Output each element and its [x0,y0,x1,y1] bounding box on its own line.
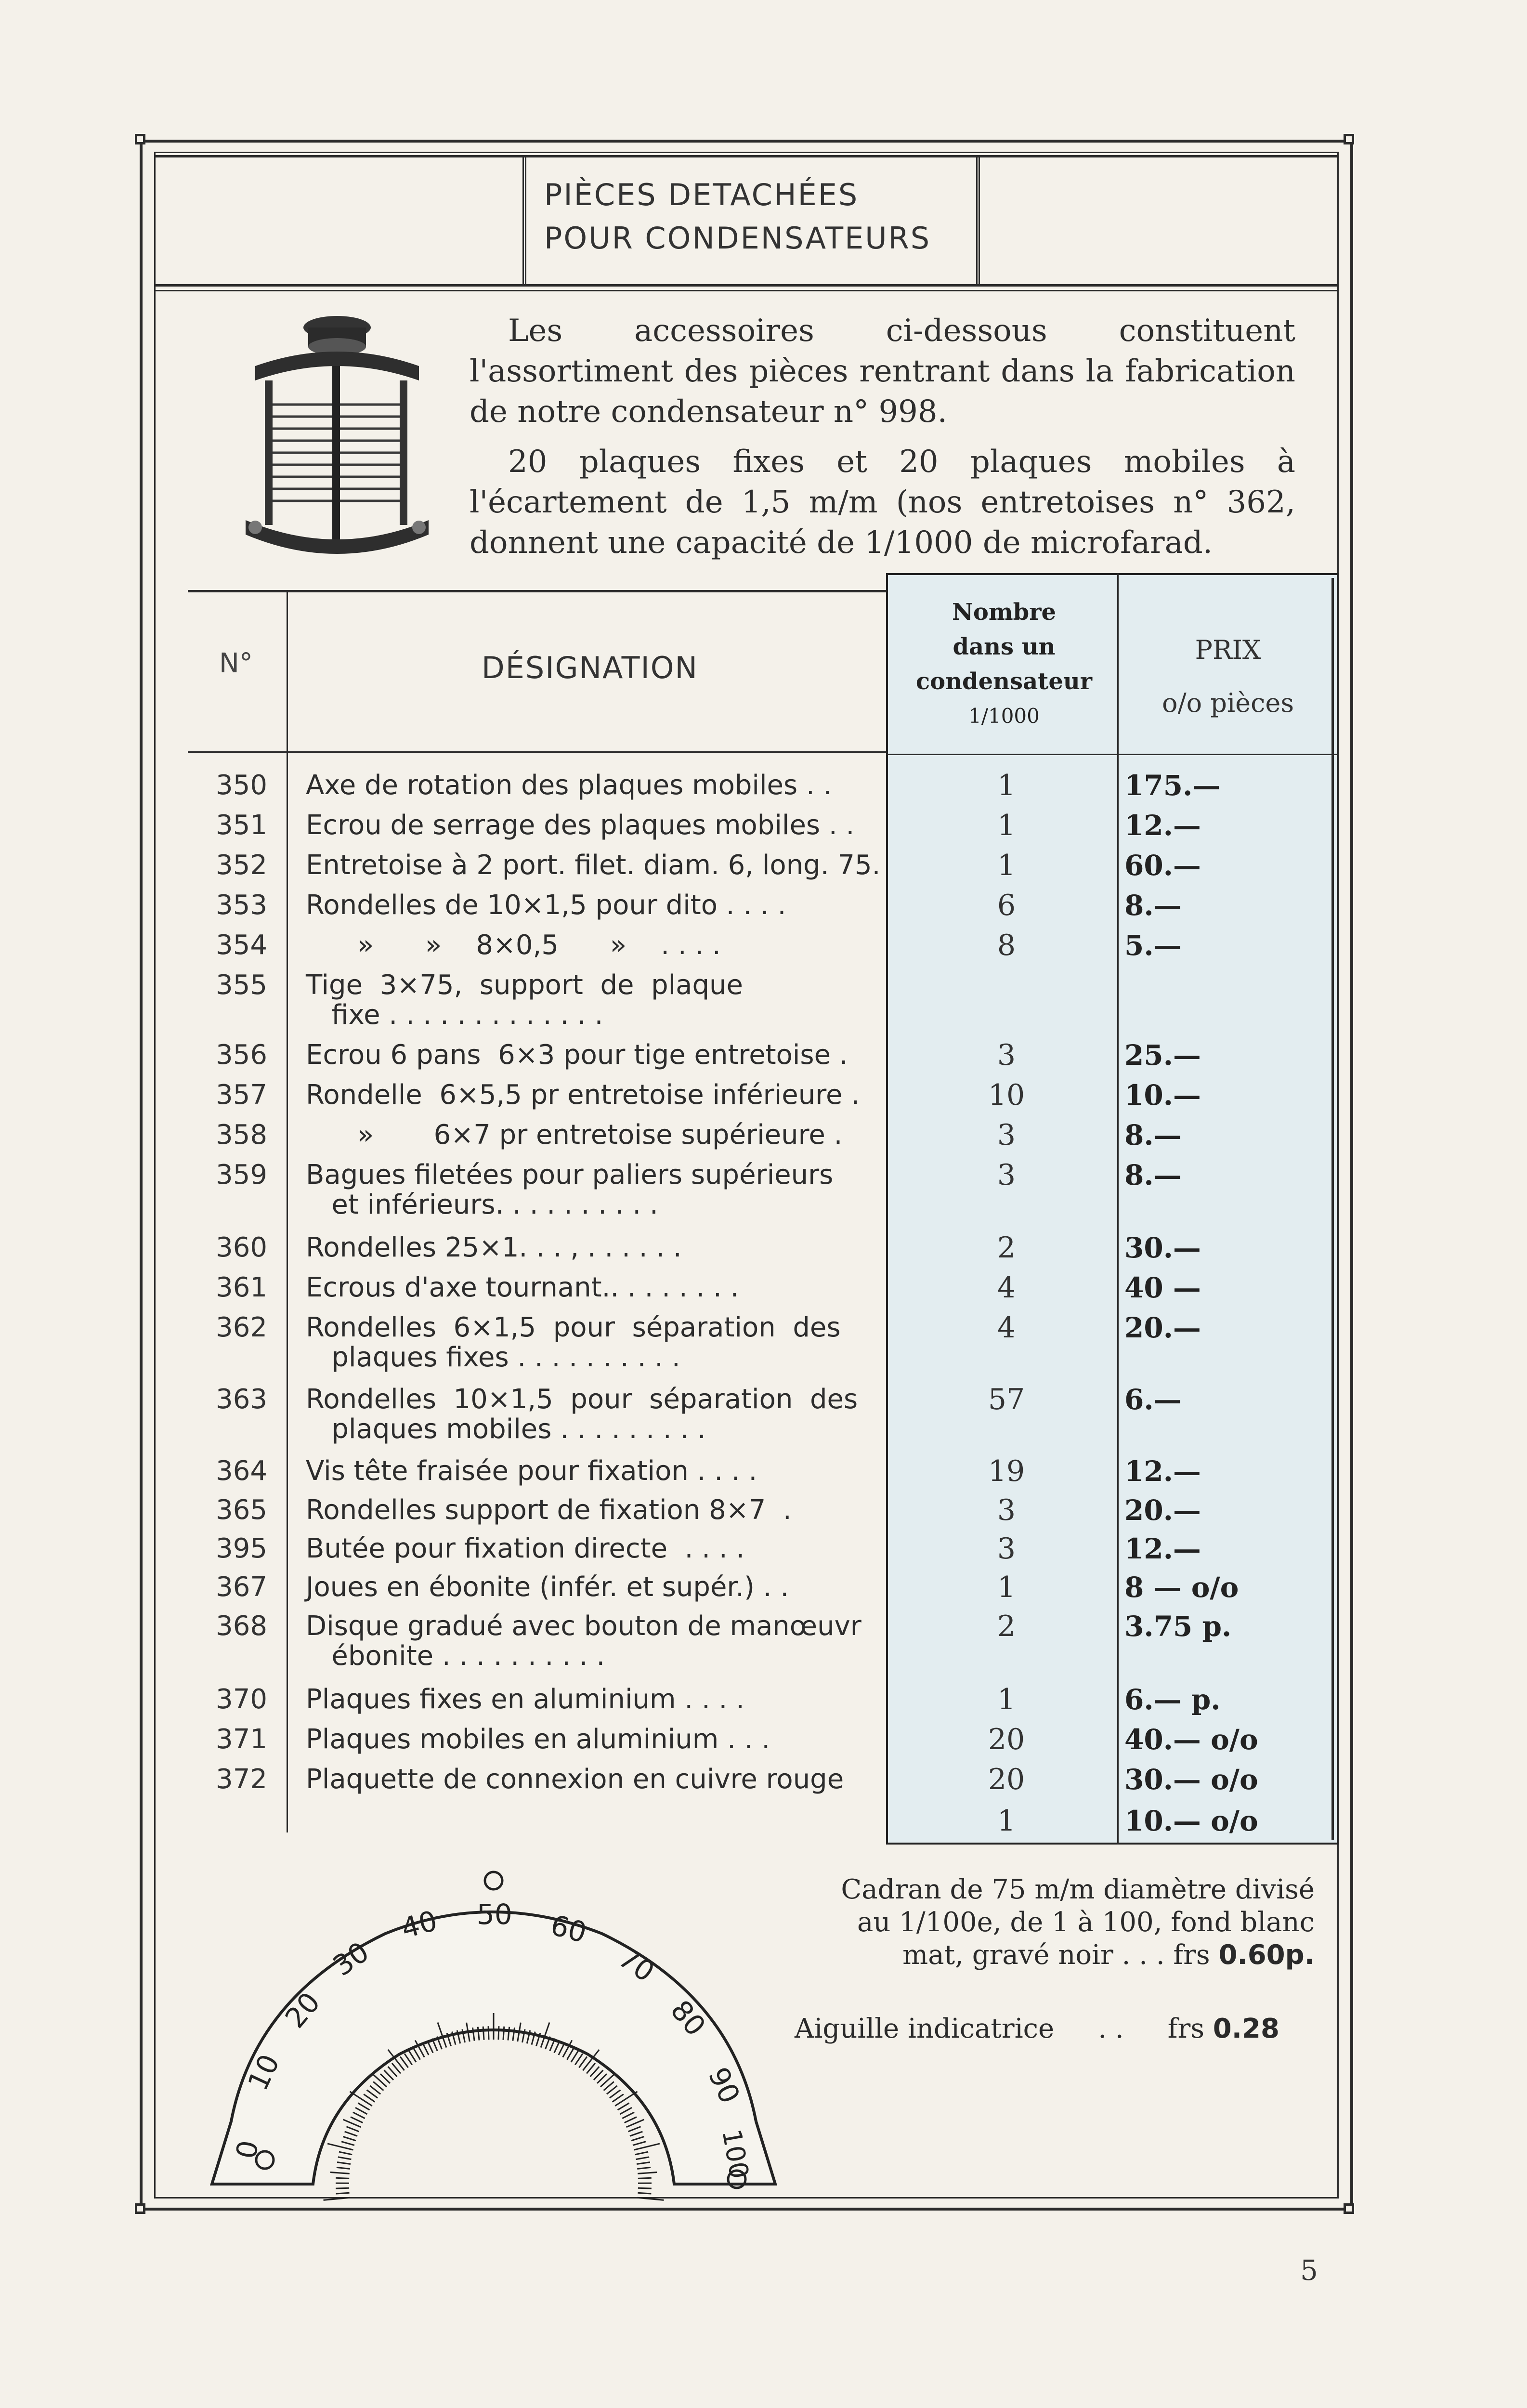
dial-label-50: 50 [477,1898,512,1931]
row-quantity: 10 [988,1078,1025,1112]
row-price: 8 — o/o [1124,1571,1239,1604]
graduated-dial [193,1852,795,2213]
dial-tick [373,2074,387,2087]
row-quantity: 1 [997,849,1016,882]
row-quantity: 6 [997,889,1016,922]
dial-tick [618,2103,629,2110]
row-quantity: 3 [997,1038,1016,1072]
row-price: 12.— [1124,1455,1201,1488]
column-header-price: PRIX o/o pièces [1162,635,1294,718]
row-quantity: 3 [997,1493,1016,1527]
dial-label-10: 10 [241,2049,286,2095]
row-designation: Plaques mobiles en aluminium . . . [306,1724,770,1755]
dial-tick [358,2103,369,2110]
dial-tick [355,2107,367,2114]
title-line-2: POUR CONDENSATEURS [544,221,931,256]
dial-tick [413,2048,420,2059]
row-number: 362 [216,1312,267,1343]
dial-tick [345,2132,357,2136]
row-number: 395 [216,1533,267,1564]
dial-tick [346,2127,359,2132]
dial-tick [554,2041,560,2053]
row-designation: Vis tête fraisée pour fixation . . . . [306,1455,757,1487]
row-quantity: 1 [997,1683,1016,1716]
row-designation: » 6×7 pr entretoise supérieure . [306,1119,843,1151]
row-price: 10.— [1124,1079,1201,1112]
dial-tick [600,2074,615,2087]
dial-tick [337,2167,350,2169]
row-price: 10.— o/o [1124,1805,1258,1837]
column-header-quantity: Nombre dans un condensateur 1/1000 [915,599,1093,728]
row-quantity: 20 [988,1723,1025,1756]
row-number: 361 [216,1272,267,1303]
row-quantity: 3 [997,1118,1016,1152]
row-number: 350 [216,770,267,801]
dial-label-60: 60 [547,1908,590,1950]
corner-ornament [1344,134,1354,144]
dial-tick [338,2157,352,2159]
title-line-1: PIÈCES DETACHÉES [544,177,859,212]
row-price: 20.— [1124,1311,1201,1344]
column-rule-no [287,590,288,1832]
row-designation: Butée pour fixation directe . . . . [306,1533,745,1564]
dial-description-line-2: au 1/100e, de 1 à 100, fond blanc [857,1907,1315,1938]
row-price: 8.— [1124,1159,1182,1191]
dial-tick [635,2152,648,2155]
row-number: 357 [216,1079,267,1111]
row-price: 30.— [1124,1231,1201,1264]
dial-label-90: 90 [702,2062,747,2108]
dial-tick [350,2092,372,2106]
dial-tick [488,2026,489,2040]
page-title [544,173,931,260]
row-designation: Ecrou de serrage des plaques mobiles . . [306,810,855,841]
table-header-rule [188,751,891,753]
row-price: 3.75 p. [1124,1610,1232,1643]
condenser-illustration [236,308,438,568]
row-number: 354 [216,929,267,961]
needle-price: 0.28 [1213,2013,1279,2044]
row-designation: Tige 3×75, support de plaque fixe . . . . . . . . . . . . . [306,969,743,1031]
row-number: 360 [216,1232,267,1263]
row-designation: Rondelles 6×1,5 pour séparation des plaques fixes . . . . . . . . . . [306,1312,841,1373]
row-number: 363 [216,1384,267,1415]
dial-description-line-1: Cadran de 75 m/m diamètre divisé [841,1874,1315,1905]
dial-description [795,1873,1315,1972]
dial-tick [351,2117,363,2123]
row-designation: Entretoise à 2 port. filet. diam. 6, long. 75. [306,850,881,881]
page-number: 5 [1300,2254,1318,2287]
row-quantity: 8 [997,929,1016,962]
dial-tick [625,2117,637,2123]
row-designation: Joues en ébonite (infér. et supér.) . . [306,1571,789,1603]
dial-outline [212,1912,775,2184]
dial-tick [638,2172,657,2173]
panel-right-rule [1331,578,1334,1840]
dial-price: 0.60p. [1218,1939,1315,1971]
dial-description-line-3: mat, gravé noir . . . frs [902,1939,1210,1971]
row-number: 372 [216,1764,267,1795]
corner-ornament [135,134,145,144]
intro-paragraph-2: 20 plaques fixes et 20 plaques mobiles à l'écartement de 1,5 m/m (nos entretoises n° 362, donnent une capacité de 1/1000 de microfarad. [470,444,1295,561]
dial-tick [620,2107,632,2114]
row-quantity: 1 [997,809,1016,842]
row-quantity: 2 [997,1610,1016,1643]
row-quantity: 20 [988,1763,1025,1796]
dial-tick [633,2142,646,2146]
dial-tick [637,2167,651,2169]
row-designation: Plaquette de connexion en cuivre rouge [306,1764,844,1795]
row-number: 365 [216,1494,267,1526]
row-number: 368 [216,1610,267,1642]
row-price: 40 — [1124,1271,1201,1304]
row-number: 353 [216,890,267,921]
corner-ornament [1344,2203,1354,2214]
row-number: 367 [216,1571,267,1603]
dial-tick [483,2027,484,2040]
row-price: 60.— [1124,849,1201,882]
row-quantity: 2 [997,1231,1016,1265]
dial-tick [336,2193,350,2194]
row-number: 370 [216,1684,267,1715]
row-price: 5.— [1124,929,1182,962]
row-quantity: 1 [997,769,1016,802]
dial-tick [638,2198,664,2200]
dial-tick [423,2043,429,2055]
dial-tick [503,2027,504,2040]
row-designation: Plaques fixes en aluminium . . . . [306,1684,744,1715]
row-designation: Disque gradué avec bouton de manœuvr ébonite . . . . . . . . . . [306,1610,861,1672]
needle-frs: frs [1167,2013,1204,2044]
dial-tick [427,2041,433,2053]
row-price: 8.— [1124,1119,1182,1152]
row-quantity: 3 [997,1158,1016,1192]
row-number: 371 [216,1724,267,1755]
row-price: 20.— [1124,1494,1201,1527]
row-number: 359 [216,1159,267,1191]
row-designation: Axe de rotation des plaques mobiles . . [306,770,832,801]
dial-tick [330,2172,350,2173]
title-bottom-rule-2 [154,290,1339,291]
row-designation: » » 8×0,5 » . . . . [306,929,721,961]
intro-text [470,311,1295,573]
row-price: 30.— o/o [1124,1763,1258,1796]
row-number: 358 [216,1119,267,1151]
dial-tick [559,2043,565,2055]
corner-ornament [135,2203,145,2214]
row-price: 6.— p. [1124,1683,1221,1716]
dial-tick [337,2162,351,2164]
dial-label-70: 70 [612,1941,661,1989]
dial-tick [353,2112,365,2119]
row-price: 12.— [1124,1532,1201,1565]
dial-tick [324,2198,350,2200]
row-quantity: 19 [988,1454,1025,1488]
row-number: 364 [216,1455,267,1487]
column-header-designation: DÉSIGNATION [482,650,698,685]
row-number: 351 [216,810,267,841]
row-designation: Ecrou 6 pans 6×3 pour tige entretoise . [306,1039,848,1071]
dial-tick [567,2048,574,2059]
dial-label-0: 0 [229,2138,265,2161]
row-quantity: 4 [997,1311,1016,1345]
column-rule-qty [1117,573,1119,1845]
dial-tick [343,2136,356,2140]
needle-leader-dots: . . [1098,2013,1124,2044]
dial-label-20: 20 [278,1986,327,2034]
dial-tick [628,2127,640,2132]
dial-tick [630,2132,642,2136]
panel-header-rule [886,754,1339,755]
row-quantity: 3 [997,1532,1016,1566]
row-price: 12.— [1124,809,1201,842]
row-price: 8.— [1124,889,1182,922]
dial-tick [631,2136,644,2140]
row-designation: Rondelles 25×1. . . , . . . . . . [306,1232,682,1263]
row-price: 40.— o/o [1124,1723,1258,1756]
dial-tick [636,2157,650,2159]
dial-tick [638,2193,651,2194]
dial-label-80: 80 [664,1994,712,2042]
row-number: 352 [216,850,267,881]
row-price: 25.— [1124,1039,1201,1072]
dial-tick [622,2112,634,2119]
dial-top-hole [485,1872,502,1889]
dial-label-30: 30 [327,1935,375,1983]
intro-paragraph-1: Les accessoires ci-dessous constituent l'assortiment des pièces rentrant dans la fabrication de notre condensateur n° 998. [470,313,1295,430]
row-quantity: 57 [988,1383,1025,1416]
needle-line [795,2013,1315,2044]
dial-label-40: 40 [398,1904,441,1945]
row-number: 356 [216,1039,267,1071]
row-designation: Rondelles de 10×1,5 pour dito . . . . [306,890,786,921]
row-designation: Rondelle 6×5,5 pr entretoise inférieure . [306,1079,860,1111]
row-designation: Rondelles 10×1,5 pour séparation des plaques mobiles . . . . . . . . . [306,1384,858,1445]
dial-tick [498,2026,499,2040]
dial-tick [615,2092,637,2106]
column-header-no: N° [219,648,253,679]
row-designation: Ecrous d'axe tournant.. . . . . . . . [306,1272,739,1303]
row-number: 355 [216,969,267,1001]
row-quantity: 1 [997,1570,1016,1604]
row-quantity: 4 [997,1271,1016,1305]
table-top-rule [188,590,891,592]
dial-tick [339,2152,352,2155]
needle-label: Aiguille indicatrice [795,2013,1055,2044]
row-price: 175.— [1124,769,1221,802]
row-quantity: 1 [997,1804,1016,1838]
row-designation: Bagues filetées pour paliers supérieurs et inférieurs. . . . . . . . . . [306,1159,834,1220]
row-designation: Rondelles support de fixation 8×7 . [306,1494,792,1526]
dial-label-100: 100 [716,2127,755,2181]
dial-tick [341,2142,354,2146]
dial-tick [637,2162,650,2164]
row-price: 6.— [1124,1383,1182,1416]
